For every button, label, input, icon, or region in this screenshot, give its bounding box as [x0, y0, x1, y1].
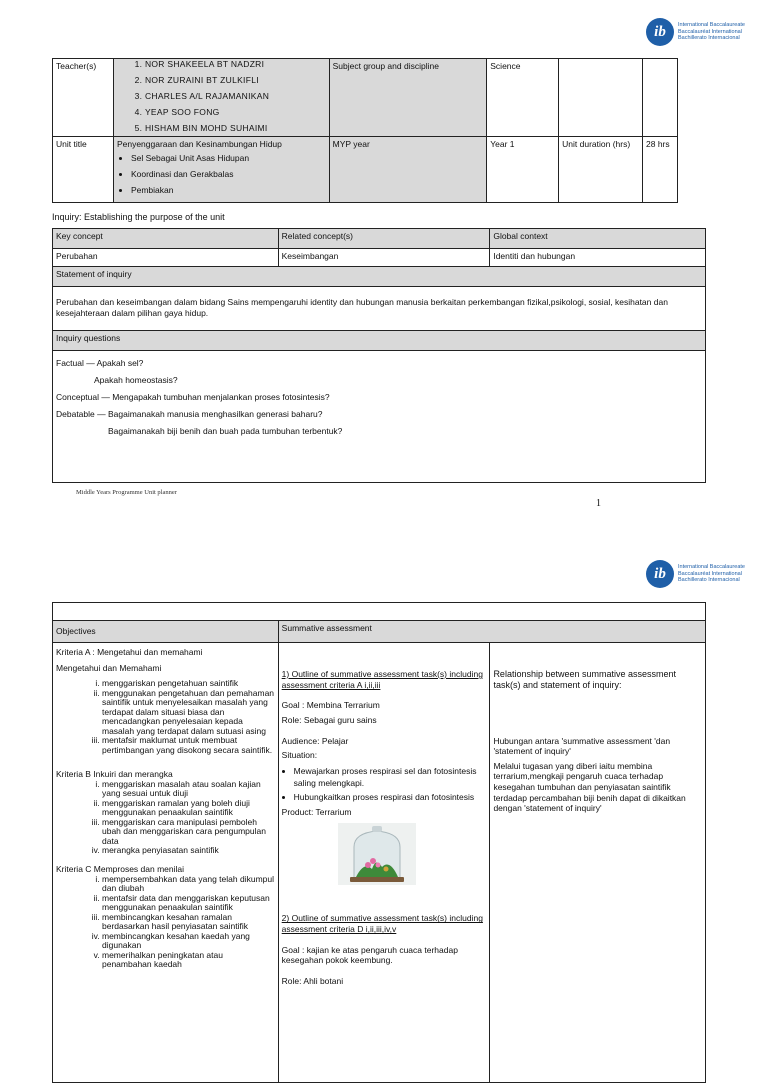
task2-goal: Goal : kajian ke atas pengaruh cuaca terhadap kesegahan pokok keembung.: [281, 944, 458, 966]
ib-logo-line: Bachillerato Internacional: [678, 577, 740, 584]
summative-label: Summative assessment: [278, 621, 705, 643]
kriteria-b-item: iv. merangka penyiasatan saintifik: [102, 846, 275, 856]
debatable-question: Debatable — Bagaimanakah manusia menghasilkan generasi baharu?: [56, 409, 323, 419]
statement-label: Statement of inquiry: [53, 267, 706, 287]
footer-planner-title: Middle Years Programme Unit planner: [76, 489, 177, 496]
ib-logo: [646, 18, 745, 46]
task1-situation-list: [282, 765, 487, 803]
task1-product: Product: Terrarium: [281, 806, 352, 817]
global-context-label: Global context: [490, 229, 706, 249]
teachers-label: Teacher(s): [53, 59, 114, 137]
unit-topic: • Pembiakan: [131, 182, 326, 198]
objectives-label: Objectives: [53, 621, 279, 643]
kriteria-b-list: [56, 780, 275, 856]
related-concept-value: Keseimbangan: [278, 249, 490, 267]
empty-cell: [559, 59, 643, 137]
conceptual-question: Conceptual — Mengapakah tumbuhan menjalankan proses fotosintesis?: [56, 392, 330, 402]
situation-item: • Mewajarkan proses respirasi sel dan fotosintesis saling melengkapi.: [294, 765, 487, 789]
task1-situation: Situation:: [281, 750, 318, 761]
terrarium-image-icon: [338, 823, 416, 885]
ib-logo-line: Bachillerato Internacional: [678, 35, 740, 42]
kriteria-c-item: ii. mentafsir data dan menggariskan keputusan menggunakan penaakulan saintifik: [102, 894, 275, 913]
subject-value: Science: [487, 59, 559, 137]
relationship-title: Relationship between summative assessment task(s) and statement of inquiry:: [493, 669, 677, 691]
kriteria-c-item: v. memerihalkan peningkatan atau penambahan kaedah: [102, 951, 275, 970]
kriteria-a-item: ii. menggunakan pengetahuan dan pemahaman saintifik untuk menyelesaikan masalah yang terdapat dalam situasi biasa dan mencadangkan penyelesaian kepada masalah yang terdapat dalam sutuasi asing: [102, 689, 275, 737]
kriteria-a-list: [56, 679, 275, 755]
planner-page-2: [0, 530, 768, 1024]
task1-goal: Goal : Membina Terrarium: [281, 700, 380, 711]
kriteria-b-item: ii. menggariskan ramalan yang boleh diuji menggunakan penaakulan saintifik: [102, 799, 275, 818]
kriteria-b-item: iii. menggariskan cara manipulasi pemboleh ubah dan menggariskan cara pengumpulan data: [102, 818, 275, 847]
global-context-value: Identiti dan hubungan: [490, 249, 706, 267]
teacher-name: 5. HISHAM BIN MOHD SUHAIMI: [145, 120, 326, 136]
unit-topic: • Sel Sebagai Unit Asas Hidupan: [131, 150, 326, 166]
ib-logo-line: Baccalauréat International: [678, 570, 742, 577]
teacher-name: 1. NOR SHAKEELA BT NADZRI: [145, 56, 326, 72]
ib-logo-line: International Baccalaureate: [678, 21, 745, 28]
key-concept-value: Perubahan: [53, 249, 279, 267]
ib-logo-icon: ib: [646, 560, 674, 588]
task1-title: 1) Outline of summative assessment task(s) including assessment criteria A i,ii,iii: [281, 669, 483, 690]
factual-question-2: Apakah homeostasis?: [94, 375, 178, 385]
kriteria-b-item: i. menggariskan masalah atau soalan kajian yang sesuai untuk diuji: [102, 780, 275, 799]
page-number: 1: [596, 498, 601, 509]
empty-header-row: [53, 603, 706, 621]
relationship-body: Melalui tugasan yang diberi iaitu membina terrarium,mengkaji pengaruh cuaca terhadap kesegahan tumbuhan dan penyiasatan saintifik terdadap percambahan biji benih dapat di dikaitkan dengan 'statement of inquiry': [493, 760, 686, 814]
statement-of-inquiry: Perubahan dan keseimbangan dalam bidang Sains mempengaruhi identity dan hubungan manusia berkaitan perkembangan fizikal,psikologi, sosial, kesihatan dan kesejahteraan dalam pilihan gaya hidup.: [53, 287, 706, 331]
ib-logo: [646, 560, 745, 588]
task2-role: Role: Ahli botani: [281, 975, 344, 986]
inquiry-table: [52, 228, 706, 483]
kriteria-a-item: i. menggariskan pengetahuan saintifik: [102, 679, 275, 689]
factual-question: Factual — Apakah sel?: [56, 358, 144, 368]
kriteria-c-item: iii. membincangkan kesahan ramalan berdasarkan hasil penyiasatan saintifik: [102, 913, 275, 932]
teacher-name: 4. YEAP SOO FONG: [145, 104, 326, 120]
task1-audience: Audience: Pelajar: [281, 735, 349, 746]
ib-logo-line: International Baccalaureate: [678, 563, 745, 570]
assessment-table: [52, 602, 706, 1083]
kriteria-c-item: iv. membincangkan kesahan kaedah yang digunakan: [102, 932, 275, 951]
unit-duration-value: 28 hrs: [643, 137, 678, 203]
ib-logo-icon: ib: [646, 18, 674, 46]
related-concept-label: Related concept(s): [278, 229, 490, 249]
myp-year-label: MYP year: [329, 137, 487, 203]
myp-year-value: Year 1: [487, 137, 559, 203]
situation-item: • Hubungkaitkan proses respirasi dan fotosintesis: [294, 791, 487, 803]
teacher-name: 2. NOR ZURAINI BT ZULKIFLI: [145, 72, 326, 88]
teachers-list: [117, 56, 326, 136]
unit-duration-label: Unit duration (hrs): [559, 137, 643, 203]
unit-info-table: [52, 58, 678, 203]
kriteria-c-list: [56, 875, 275, 970]
kriteria-c-item: i. mempersembahkan data yang telah dikumpul dan diubah: [102, 875, 275, 894]
ib-logo-line: Baccalauréat International: [678, 28, 742, 35]
relationship-subtitle: Hubungan antara 'summative assessment 'dan 'statement of inquiry': [493, 735, 671, 757]
task1-role: Role: Sebagai guru sains: [281, 714, 377, 725]
terrarium-photo: [338, 823, 416, 885]
inquiry-heading: Inquiry: Establishing the purpose of the unit: [52, 212, 225, 222]
empty-cell: [643, 59, 678, 137]
kriteria-a-subtitle: Mengetahui dan Memahami: [56, 662, 162, 673]
inquiry-questions-label: Inquiry questions: [53, 331, 706, 351]
planner-page-1: [0, 0, 768, 530]
kriteria-b-title: Kriteria B Inkuiri dan merangka: [56, 769, 173, 780]
unit-topic: • Koordinasi dan Gerakbalas: [131, 166, 326, 182]
unit-topics: [117, 150, 326, 198]
teacher-name: 3. CHARLES A/L RAJAMANIKAN: [145, 88, 326, 104]
subject-label: Subject group and discipline: [329, 59, 487, 137]
kriteria-c-title: Kriteria C Memproses dan menilai: [56, 863, 185, 874]
task2-title: 2) Outline of summative assessment task(s) including assessment criteria D i,ii,iii,iv,v: [281, 913, 483, 934]
key-concept-label: Key concept: [53, 229, 279, 249]
debatable-question-2: Bagaimanakah biji benih dan buah pada tumbuhan terbentuk?: [108, 426, 343, 436]
kriteria-a-title: Kriteria A : Mengetahui dan memahami: [56, 647, 203, 657]
unit-title: Penyenggaraan dan Kesinambungan Hidup: [116, 139, 282, 149]
kriteria-a-item: iii. mentafsir maklumat untuk membuat pertimbangan yang disokong secara saintifik.: [102, 736, 275, 755]
unit-title-label: Unit title: [53, 137, 114, 203]
